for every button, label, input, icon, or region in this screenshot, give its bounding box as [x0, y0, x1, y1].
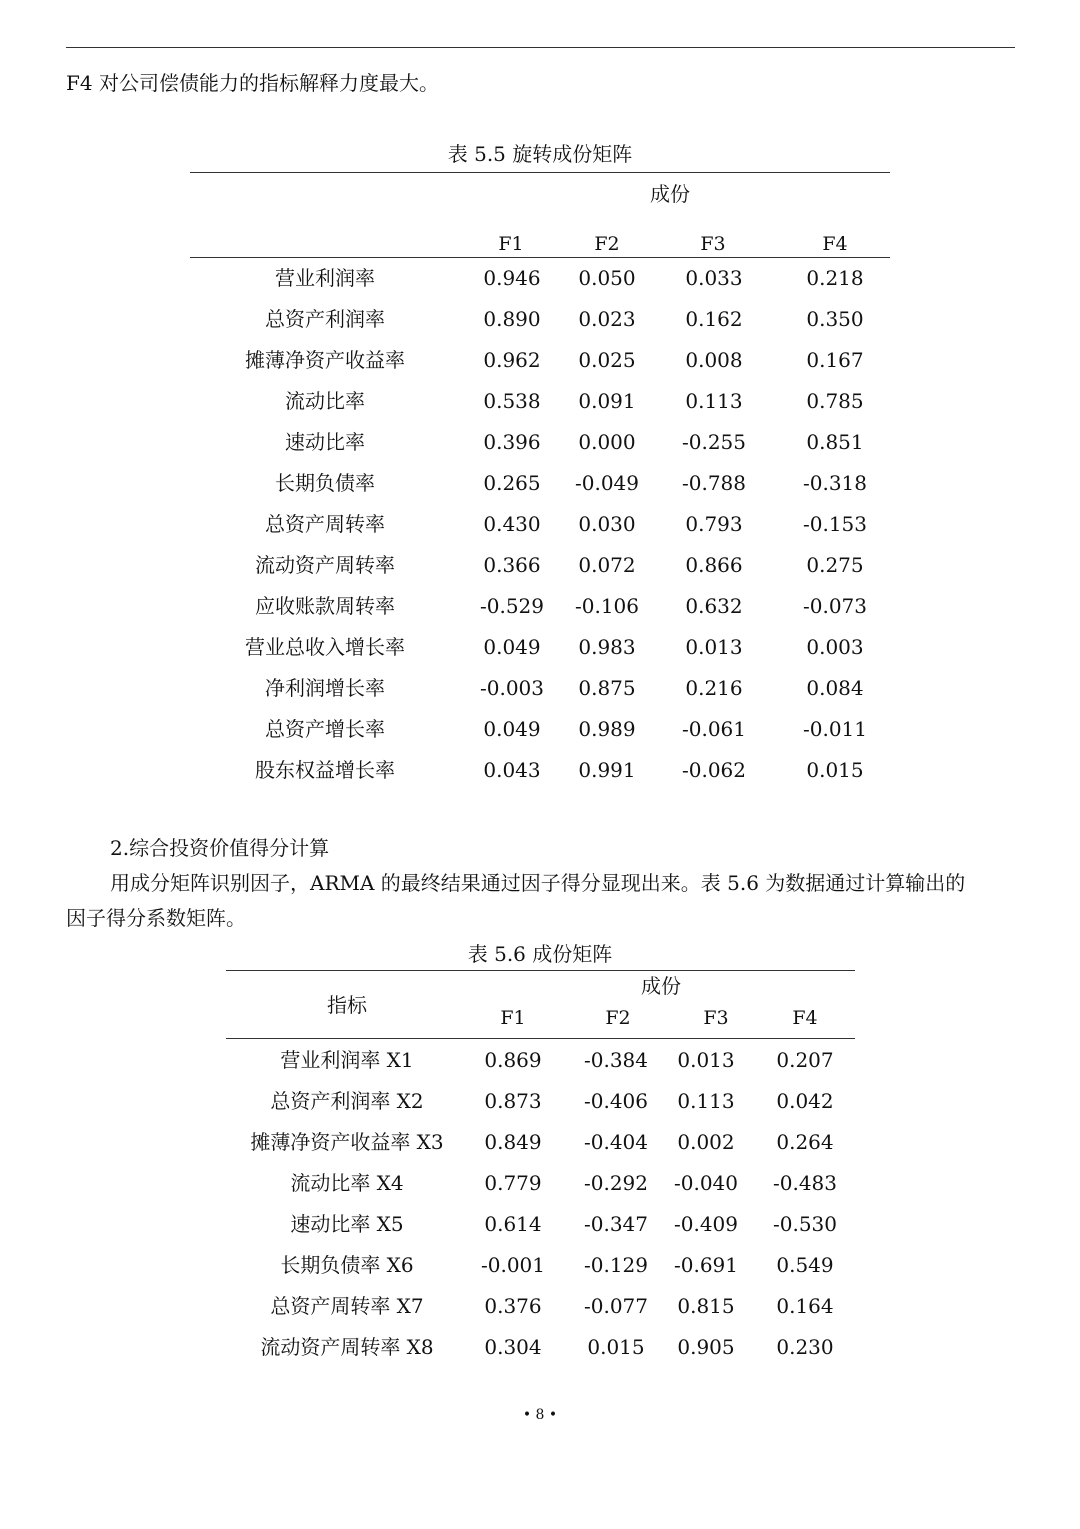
intro-line: F4 对公司偿债能力的指标解释力度最大。 — [66, 71, 439, 95]
table56-cell-f4: 0.164 — [776, 1294, 834, 1318]
table56-cell-f2: -0.406 — [583, 1089, 648, 1113]
table55-cell-f3: -0.062 — [681, 758, 746, 782]
table55-row-label: 应收账款周转率 — [255, 594, 395, 618]
table56-row-label: 总资产利润率 X2 — [270, 1089, 424, 1113]
table55-row-label: 流动资产周转率 — [255, 553, 395, 577]
table56-cell-f2: 0.015 — [587, 1335, 645, 1359]
table56-cell-f3: 0.002 — [677, 1130, 735, 1154]
table56-cell-f1: 0.849 — [484, 1130, 542, 1154]
table55-cell-f2: -0.106 — [574, 594, 639, 618]
table56-cell-f4: 0.230 — [776, 1335, 834, 1359]
table55-cell-f1: 0.396 — [483, 430, 541, 454]
table55-cell-f2: 0.991 — [578, 758, 636, 782]
table55-row-label: 营业利润率 — [275, 266, 375, 290]
section-heading: 2.综合投资价值得分计算 — [110, 836, 330, 860]
table55-cell-f1: 0.430 — [483, 512, 541, 536]
table55-cell-f2: 0.989 — [578, 717, 636, 741]
table56-cell-f4: -0.483 — [772, 1171, 837, 1195]
table56-cell-f2: -0.292 — [583, 1171, 648, 1195]
table56-cell-f1: 0.869 — [484, 1048, 542, 1072]
table56-cell-f4: 0.549 — [776, 1253, 834, 1277]
page-number: • 8 • — [522, 1407, 558, 1423]
table55-row-label: 摊薄净资产收益率 — [245, 348, 405, 372]
table56-row-label: 速动比率 X5 — [290, 1212, 404, 1236]
table56-cell-f4: 0.042 — [776, 1089, 834, 1113]
table55-cell-f4: 0.218 — [806, 266, 864, 290]
table55-cell-f1: 0.962 — [483, 348, 541, 372]
table55-row-label: 长期负债率 — [275, 471, 375, 495]
table55-cell-f3: -0.061 — [681, 717, 746, 741]
table55-row-label: 总资产周转率 — [265, 512, 385, 536]
table56-cell-f3: 0.113 — [677, 1089, 735, 1113]
table56-cell-f3: -0.040 — [673, 1171, 738, 1195]
table56-row-label: 流动资产周转率 X8 — [260, 1335, 434, 1359]
table55-cell-f2: 0.072 — [578, 553, 636, 577]
table55-cell-f3: 0.008 — [685, 348, 743, 372]
table56-cell-f1: 0.376 — [484, 1294, 542, 1318]
table55-col-f1: F1 — [498, 233, 524, 255]
table55-cell-f2: 0.023 — [578, 307, 636, 331]
table56-cell-f1: 0.779 — [484, 1171, 542, 1195]
table55-row-label: 速动比率 — [285, 430, 365, 454]
table55-cell-f2: 0.025 — [578, 348, 636, 372]
table56-col-f2: F2 — [605, 1007, 631, 1029]
table55-cell-f1: 0.538 — [483, 389, 541, 413]
table55-cell-f4: -0.153 — [802, 512, 867, 536]
table56-row-label: 长期负债率 X6 — [280, 1253, 414, 1277]
table55-group-header: 成份 — [650, 182, 690, 206]
table55-cell-f4: 0.003 — [806, 635, 864, 659]
table55-header-rule — [190, 257, 890, 258]
table55-cell-f3: 0.866 — [685, 553, 743, 577]
table55-cell-f1: 0.049 — [483, 717, 541, 741]
table55-cell-f2: 0.030 — [578, 512, 636, 536]
table55-cell-f3: -0.788 — [681, 471, 746, 495]
table56-cell-f4: 0.207 — [776, 1048, 834, 1072]
table55-cell-f2: 0.875 — [578, 676, 636, 700]
table55-row-label: 股东权益增长率 — [255, 758, 395, 782]
table55-cell-f4: 0.851 — [806, 430, 864, 454]
table56-col-f3: F3 — [703, 1007, 729, 1029]
table55-cell-f2: 0.091 — [578, 389, 636, 413]
table55-cell-f1: 0.366 — [483, 553, 541, 577]
table55-caption: 表 5.5 旋转成份矩阵 — [447, 142, 633, 166]
table55-cell-f3: 0.793 — [685, 512, 743, 536]
table56-row-label: 摊薄净资产收益率 X3 — [250, 1130, 444, 1154]
table55-cell-f2: -0.049 — [574, 471, 639, 495]
table55-cell-f3: -0.255 — [681, 430, 746, 454]
table56-cell-f1: 0.873 — [484, 1089, 542, 1113]
table55-cell-f4: -0.011 — [802, 717, 867, 741]
table55-cell-f4: 0.015 — [806, 758, 864, 782]
table55-cell-f4: 0.785 — [806, 389, 864, 413]
table56-cell-f3: 0.815 — [677, 1294, 735, 1318]
table56-col-f4: F4 — [792, 1007, 818, 1029]
table56-cell-f2: -0.077 — [583, 1294, 648, 1318]
table56-cell-f4: 0.264 — [776, 1130, 834, 1154]
table55-row-label: 营业总收入增长率 — [245, 635, 405, 659]
table55-row-label: 总资产利润率 — [265, 307, 385, 331]
table56-index-header: 指标 — [327, 993, 367, 1017]
table55-row-label: 流动比率 — [285, 389, 365, 413]
table55-top-rule — [190, 172, 890, 173]
table55-col-f3: F3 — [700, 233, 726, 255]
table56-cell-f1: 0.304 — [484, 1335, 542, 1359]
table56-cell-f3: 0.905 — [677, 1335, 735, 1359]
table56-cell-f2: -0.347 — [583, 1212, 648, 1236]
table55-cell-f4: 0.084 — [806, 676, 864, 700]
table55-cell-f4: -0.073 — [802, 594, 867, 618]
table55-cell-f4: -0.318 — [802, 471, 867, 495]
table55-row-label: 总资产增长率 — [265, 717, 385, 741]
table56-cell-f3: -0.691 — [673, 1253, 738, 1277]
table56-cell-f3: -0.409 — [673, 1212, 738, 1236]
header-rule — [66, 47, 1015, 48]
table56-cell-f4: -0.530 — [772, 1212, 837, 1236]
table55-cell-f1: 0.043 — [483, 758, 541, 782]
table55-cell-f2: 0.000 — [578, 430, 636, 454]
table55-cell-f3: 0.162 — [685, 307, 743, 331]
table56-row-label: 总资产周转率 X7 — [270, 1294, 424, 1318]
table55-cell-f4: 0.275 — [806, 553, 864, 577]
table56-caption: 表 5.6 成份矩阵 — [467, 942, 613, 966]
table56-col-f1: F1 — [500, 1007, 526, 1029]
table56-group-header: 成份 — [641, 974, 681, 998]
body-line-2: 因子得分系数矩阵。 — [66, 906, 246, 930]
table56-top-rule — [226, 970, 855, 971]
table56-cell-f2: -0.404 — [583, 1130, 648, 1154]
table55-col-f2: F2 — [594, 233, 620, 255]
table56-cell-f2: -0.384 — [583, 1048, 648, 1072]
table56-cell-f2: -0.129 — [583, 1253, 648, 1277]
table55-cell-f3: 0.216 — [685, 676, 743, 700]
table56-row-label: 营业利润率 X1 — [280, 1048, 414, 1072]
table55-cell-f1: 0.265 — [483, 471, 541, 495]
table56-header-rule — [226, 1038, 855, 1039]
table55-cell-f1: 0.946 — [483, 266, 541, 290]
table55-cell-f1: -0.003 — [479, 676, 544, 700]
table56-cell-f1: 0.614 — [484, 1212, 542, 1236]
table56-cell-f1: -0.001 — [480, 1253, 545, 1277]
table55-cell-f3: 0.033 — [685, 266, 743, 290]
table55-row-label: 净利润增长率 — [265, 676, 385, 700]
table55-cell-f2: 0.983 — [578, 635, 636, 659]
table55-cell-f1: -0.529 — [479, 594, 544, 618]
table55-cell-f2: 0.050 — [578, 266, 636, 290]
table55-cell-f4: 0.350 — [806, 307, 864, 331]
table55-col-f4: F4 — [822, 233, 848, 255]
table55-cell-f3: 0.632 — [685, 594, 743, 618]
table55-cell-f1: 0.049 — [483, 635, 541, 659]
table55-cell-f3: 0.113 — [685, 389, 743, 413]
table56-row-label: 流动比率 X4 — [290, 1171, 404, 1195]
table55-cell-f4: 0.167 — [806, 348, 864, 372]
table55-cell-f1: 0.890 — [483, 307, 541, 331]
body-line-1: 用成分矩阵识别因子，ARMA 的最终结果通过因子得分显现出来。表 5.6 为数据通过计算输出的 — [110, 871, 966, 895]
table56-cell-f3: 0.013 — [677, 1048, 735, 1072]
table55-cell-f3: 0.013 — [685, 635, 743, 659]
